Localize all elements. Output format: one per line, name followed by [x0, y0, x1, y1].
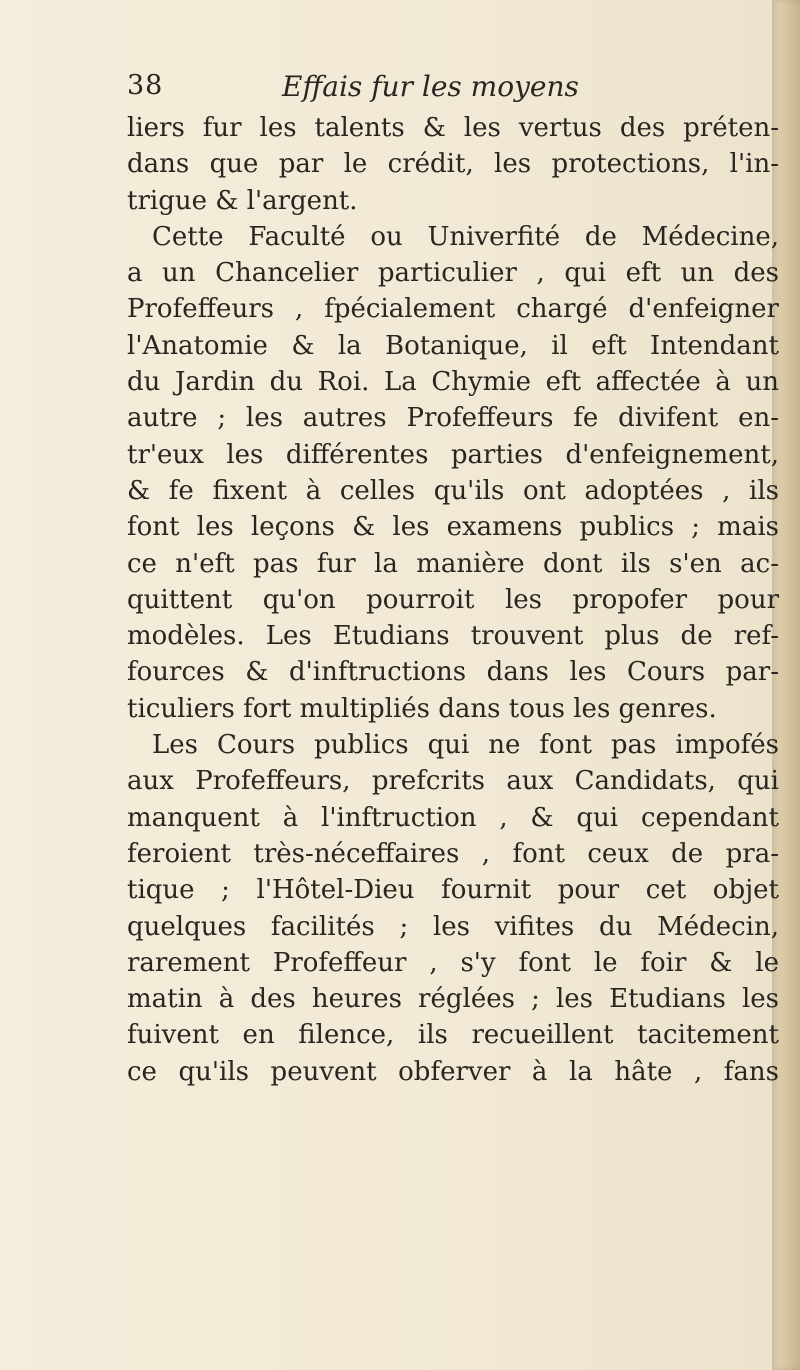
text-line: a un Chancelier particulier , qui eft un des: [127, 258, 779, 289]
text-line: feroient très-néceffaires , font ceux de pra-: [127, 838, 779, 869]
text-line: Cette Faculté ou Univerfité de Médecine,: [152, 221, 779, 252]
text-line: quittent qu'on pourroit les propofer pour: [127, 584, 779, 615]
text-line: du Jardin du Roi. La Chymie eft affectée à un: [127, 367, 779, 398]
page-header: [127, 70, 687, 110]
text-line: matin à des heures réglées ; les Etudians les: [127, 984, 779, 1015]
page-number: 38: [127, 70, 164, 101]
text-line: trigue & l'argent.: [127, 185, 358, 216]
text-line: aux Profeffeurs, prefcrits aux Candidats, qui: [127, 766, 779, 797]
text-line: ticuliers fort multipliés dans tous les genres.: [127, 693, 717, 724]
text-line: Profeffeurs , fpécialement chargé d'enfeigner: [127, 294, 779, 325]
text-line: fources & d'inftructions dans les Cours par-: [127, 657, 779, 688]
text-line: l'Anatomie & la Botanique, il eft Intendant: [127, 330, 779, 361]
text-line: ce qu'ils peuvent obferver à la hâte , fans: [127, 1056, 779, 1087]
text-line: fuivent en filence, ils recueillent tacitement: [127, 1020, 779, 1051]
text-line: quelques facilités ; les vifites du Médecin,: [127, 911, 779, 942]
text-line: ce n'eft pas fur la manière dont ils s'en ac-: [127, 548, 779, 579]
text-line: rarement Profeffeur , s'y font le foir & le: [127, 947, 779, 978]
text-line: tique ; l'Hôtel-Dieu fournit pour cet objet: [127, 875, 779, 906]
text-line: tr'eux les différentes parties d'enfeignement,: [127, 439, 779, 470]
text-line: autre ; les autres Profeffeurs fe divifent en-: [127, 403, 779, 434]
running-head: Effais fur les moyens: [282, 70, 579, 103]
text-line: liers fur les talents & les vertus des préten-: [127, 113, 779, 143]
text-line: manquent à l'inftruction , & qui cependant: [127, 802, 779, 833]
text-line: font les leçons & les examens publics ; mais: [127, 512, 779, 543]
text-line: modèles. Les Etudians trouvent plus de ref-: [127, 621, 779, 652]
text-line: & fe fixent à celles qu'ils ont adoptées , ils: [127, 475, 779, 506]
text-line: Les Cours publics qui ne font pas impofés: [152, 730, 779, 761]
body-text: [127, 110, 779, 1090]
text-line: dans que par le crédit, les protections, l'in-: [127, 149, 779, 180]
